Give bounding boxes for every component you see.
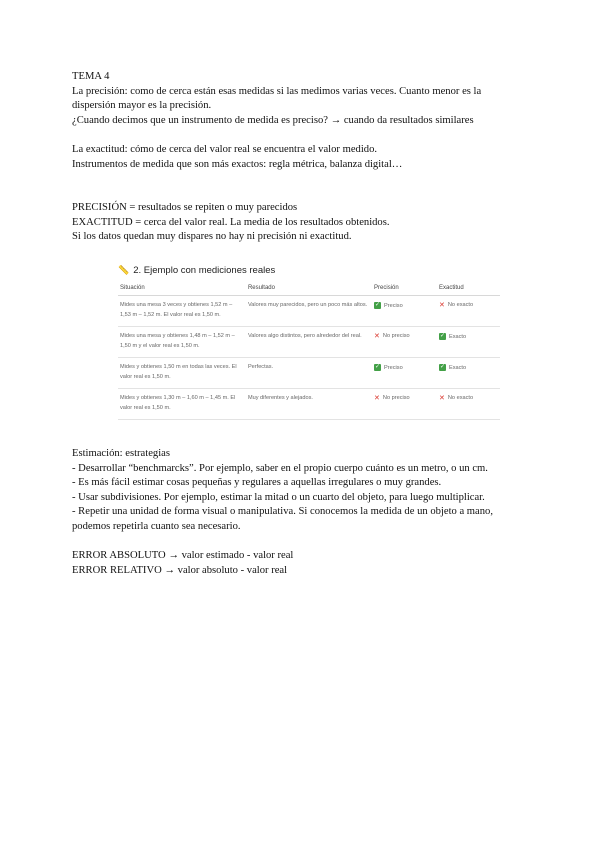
cell-exactitud	[437, 296, 500, 327]
measurements-table	[118, 282, 500, 420]
col-header-situacion: Situación	[118, 282, 246, 296]
strategy-4: - Repetir una unidad de forma visual o manipulativa. Si conocemos la medida de un objeto a mano,	[72, 506, 493, 518]
table-header-row	[118, 282, 500, 296]
cross-icon: ✕	[439, 301, 445, 309]
col-header-exactitud: Exactitud	[437, 282, 500, 296]
col-header-resultado: Resultado	[246, 282, 372, 296]
precision-status-badge	[374, 363, 403, 373]
exactitud-status-badge	[439, 393, 473, 403]
cell-precision	[372, 327, 437, 358]
cross-icon: ✕	[374, 394, 380, 402]
ruler-icon: 📏	[118, 264, 130, 275]
precision-status-badge	[374, 393, 410, 403]
strategy-3: - Usar subdivisiones. Por ejemplo, estimar la mitad o un cuarto del objeto, para luego multiplicar.	[72, 491, 485, 503]
precision-label: Preciso	[384, 302, 403, 309]
cell-precision	[372, 389, 437, 420]
exactitud-status-badge	[439, 363, 466, 373]
precision-label: Preciso	[384, 364, 403, 371]
cross-icon: ✕	[439, 394, 445, 402]
cell-exactitud	[437, 327, 500, 358]
precision-definition: La precisión: como de cerca están esas medidas si las medimos varias veces. Cuanto menor es la	[72, 85, 482, 97]
table-row	[118, 358, 500, 389]
col-header-precision: Precisión	[372, 282, 437, 296]
strategy-1: - Desarrollar “benchmarcks”. Por ejemplo, saber en el propio cuerpo cuánto es un metro, o un cm.	[72, 462, 488, 474]
exactitud-definition: La exactitud: cómo de cerca del valor real se encuentra el valor medido.	[72, 143, 378, 155]
cell-precision	[372, 358, 437, 389]
check-icon: ✓	[439, 333, 446, 339]
error-absoluto: ERROR ABSOLUTO → valor estimado - valor real	[72, 550, 294, 562]
cross-icon: ✕	[374, 332, 380, 340]
cell-situacion: Mides una mesa y obtienes 1,48 m – 1,52 m – 1,50 m y el valor real es 1,50 m.	[118, 327, 246, 358]
cell-resultado: Perfectas.	[246, 358, 372, 389]
cell-situacion: Mides y obtienes 1,50 m en todas las veces. El valor real es 1,50 m.	[118, 358, 246, 389]
precision-label: No preciso	[382, 333, 410, 339]
document-body-top	[72, 70, 522, 245]
cell-resultado: Valores muy parecidos, pero un poco más altos.	[246, 296, 372, 327]
embed-title	[118, 262, 500, 278]
document-body-bottom	[72, 447, 522, 578]
check-icon: ✓	[375, 302, 381, 308]
embed-title-text: 2. Ejemplo con mediciones reales	[133, 264, 276, 276]
question-line: ¿Cuando decimos que un instrumento de medida es preciso? → cuando da resultados similares	[72, 114, 474, 126]
instrumentos-line: Instrumentos de medida que son más exactos: regla métrica, balanza digital…	[72, 158, 403, 170]
precision-label: No preciso	[382, 395, 410, 401]
embedded-table-image	[118, 262, 500, 420]
cell-resultado: Muy diferentes y alejados.	[246, 389, 372, 420]
precision-definition-cont: dispersión mayor es la precisión.	[72, 100, 212, 112]
precision-equation: PRECISIÓN = resultados se repiten o muy parecidos	[72, 202, 298, 214]
exactitud-label: Exacto	[449, 364, 467, 371]
cell-situacion: Mides una mesa 3 veces y obtienes 1,52 m – 1,53 m – 1,52 m. El valor real es 1,50 m.	[118, 296, 246, 327]
table-row	[118, 389, 500, 420]
exactitud-label: No exacto	[447, 302, 474, 308]
exactitud-status-badge	[439, 332, 466, 342]
error-relativo: ERROR RELATIVO → valor absoluto - valor real	[72, 564, 288, 576]
strategy-4-cont: podemos repetirla cuanto sea necesario.	[72, 520, 241, 532]
check-icon: ✓	[375, 364, 381, 370]
estimacion-title: Estimación: estrategias	[72, 448, 170, 459]
cell-exactitud	[437, 389, 500, 420]
cell-situacion: Mides y obtienes 1,30 m – 1,60 m – 1,45 m. El valor real es 1,50 m.	[118, 389, 246, 420]
table-row	[118, 327, 500, 358]
exactitud-equation: EXACTITUD = cerca del valor real. La media de los resultados obtenidos.	[72, 216, 390, 228]
precision-status-badge	[374, 301, 403, 311]
precision-status-badge	[374, 331, 410, 341]
strategy-2: - Es más fácil estimar cosas pequeñas y regulares a aquellas irregulares o muy grandes.	[72, 477, 442, 489]
dispares-line: Si los datos quedan muy dispares no hay ni precisión ni exactitud.	[72, 231, 352, 243]
doc-title: TEMA 4	[72, 71, 110, 82]
table-row	[118, 296, 500, 327]
exactitud-label: Exacto	[449, 333, 467, 340]
exactitud-label: No exacto	[447, 395, 474, 401]
exactitud-status-badge	[439, 300, 473, 310]
cell-exactitud	[437, 358, 500, 389]
check-icon: ✓	[439, 364, 446, 370]
cell-precision	[372, 296, 437, 327]
cell-resultado: Valores algo distintos, pero alrededor del real.	[246, 327, 372, 358]
